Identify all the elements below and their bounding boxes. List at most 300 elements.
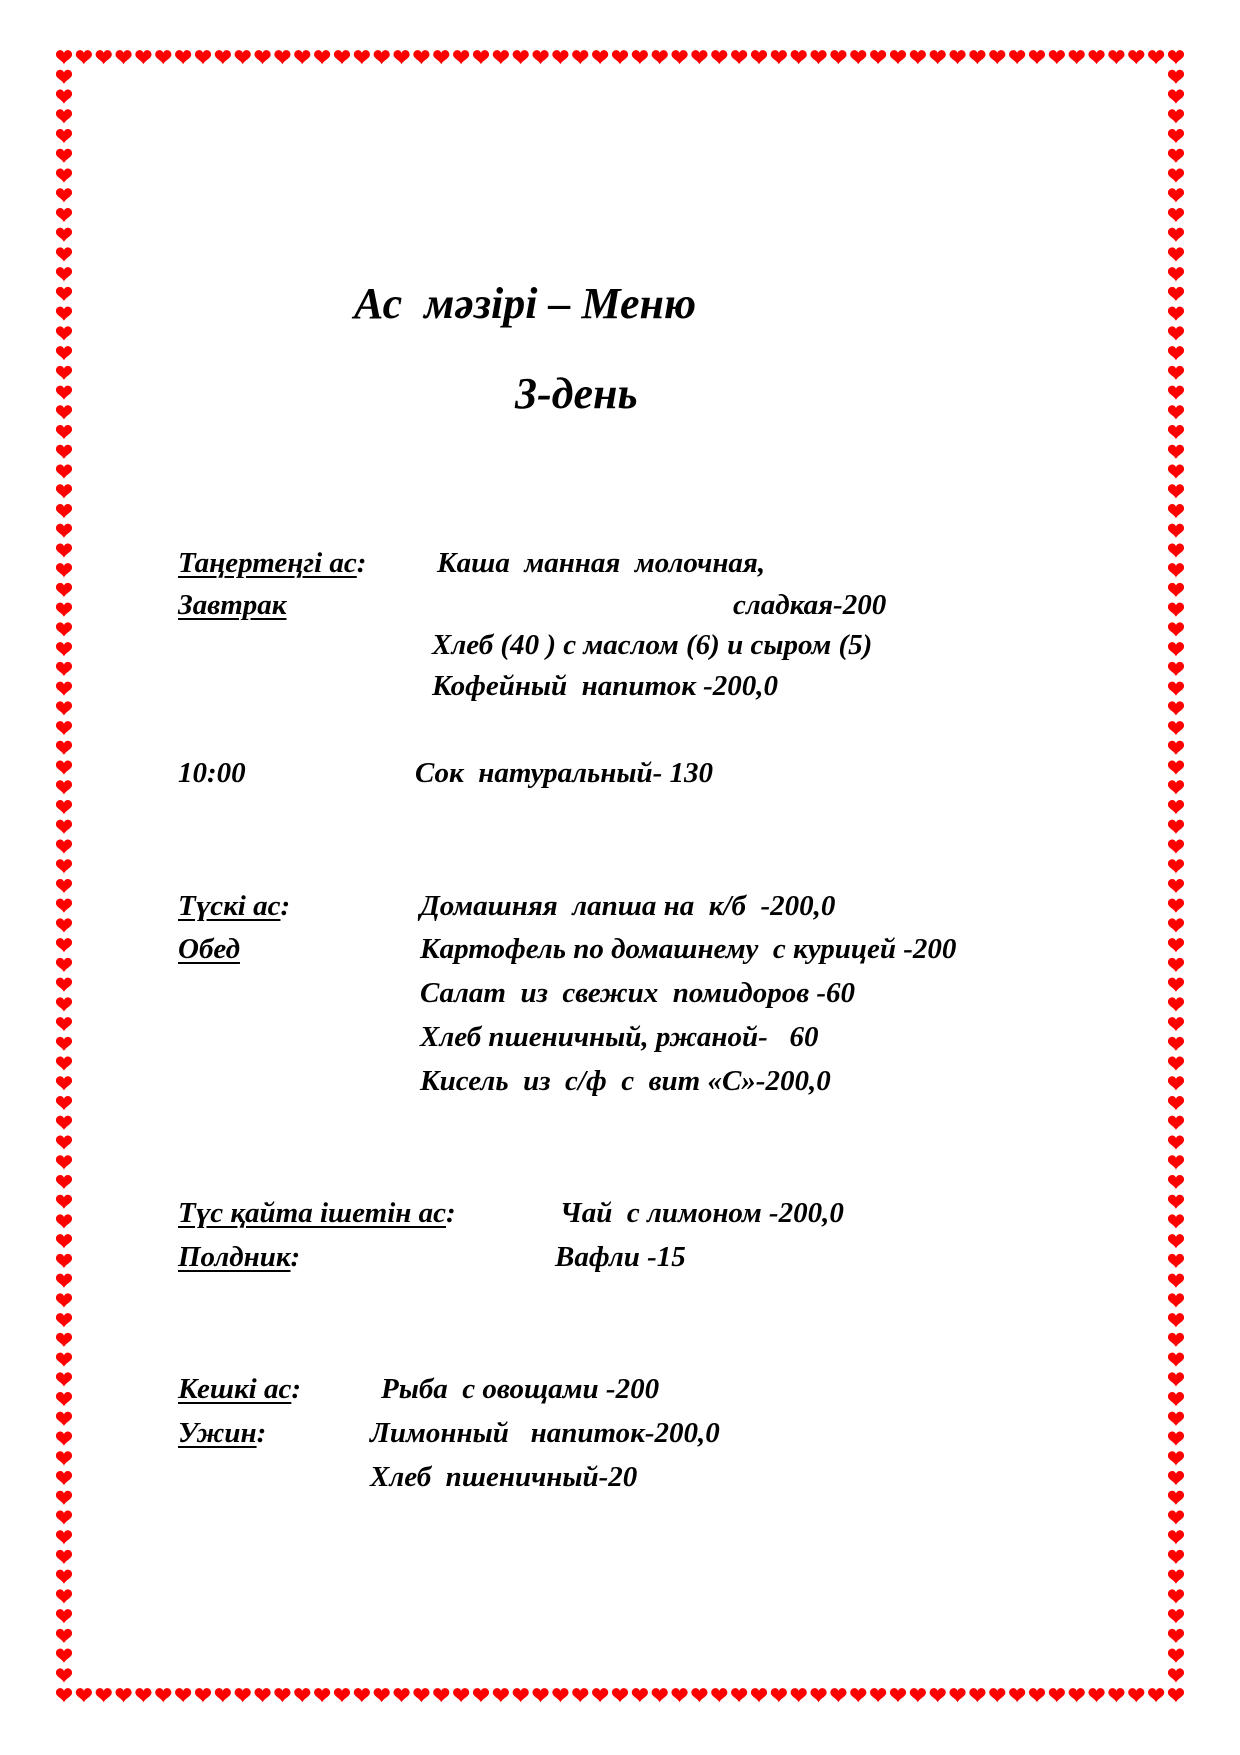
heart-icon [731,50,747,64]
heart-icon [56,701,72,715]
heart-icon [1168,563,1184,577]
heart-icon [374,50,390,64]
heart-icon [1168,1155,1184,1169]
heart-icon [989,1688,1005,1702]
heart-icon [552,1688,568,1702]
heart-icon [592,1688,608,1702]
heart-icon [771,1688,787,1702]
heart-icon [56,761,72,775]
heart-icon [96,1688,112,1702]
lunch-item: Хлеб пшеничный, ржаной- 60 [420,1021,819,1053]
heart-icon [1168,386,1184,400]
heart-icon [56,978,72,992]
heart-icon [56,1057,72,1071]
afternoon-item: Вафли -15 [555,1241,686,1273]
heart-icon [1168,1412,1184,1426]
heart-icon [910,50,926,64]
heart-icon [294,1688,310,1702]
heart-icon [56,1432,72,1446]
heart-icon [56,1333,72,1347]
heart-icon [56,168,72,182]
heart-icon [870,1688,886,1702]
heart-icon [56,563,72,577]
heart-icon [56,1451,72,1465]
heart-icon [56,90,72,104]
heart-icon [56,997,72,1011]
heart-icon [56,50,72,64]
heart-icon [1168,978,1184,992]
heart-icon [1168,149,1184,163]
afternoon-item: Чай с лимоном -200,0 [560,1197,844,1229]
heart-icon [1168,425,1184,439]
heart-icon [334,1688,350,1702]
heart-icon [1168,366,1184,380]
heart-icon [56,1076,72,1090]
heart-icon [612,50,628,64]
heart-icon [56,1550,72,1564]
heart-icon [1168,1076,1184,1090]
heart-icon [810,50,826,64]
heart-icon [56,603,72,617]
heart-icon [354,50,370,64]
heart-icon [1168,820,1184,834]
heart-icon [135,50,151,64]
heart-icon [1049,1688,1065,1702]
heart-icon [393,1688,409,1702]
heart-icon [1009,50,1025,64]
heart-icon [1168,1195,1184,1209]
heart-icon [56,859,72,873]
heart-icon [1088,1688,1104,1702]
heart-icon [1049,50,1065,64]
heart-icon [56,1175,72,1189]
heart-icon [1168,1392,1184,1406]
heart-icon [791,50,807,64]
heart-icon [1088,50,1104,64]
afternoon-label-kz: Түс қайта ішетін ас: [178,1197,456,1229]
heart-icon [1168,879,1184,893]
dinner-item: Рыба с овощами -200 [381,1373,660,1405]
heart-icon [1168,524,1184,538]
heart-icon [56,386,72,400]
heart-icon [1168,859,1184,873]
heart-icon [413,50,429,64]
heart-icon [1168,583,1184,597]
lunch-item: Картофель по домашнему с курицей -200 [420,933,957,965]
heart-icon [175,50,191,64]
snack-time: 10:00 [178,757,246,789]
heart-icon [1168,405,1184,419]
heart-icon [1168,1491,1184,1505]
heart-icon [1168,70,1184,84]
heart-icon [969,50,985,64]
heart-icon [791,1688,807,1702]
heart-icon [314,1688,330,1702]
heart-icon [175,1688,191,1702]
heart-icon [115,50,131,64]
heart-icon [1168,761,1184,775]
heart-icon [1168,1037,1184,1051]
lunch-label-ru: Обед [178,933,240,965]
heart-icon [1168,1629,1184,1643]
heart-icon [532,50,548,64]
heart-icon [1168,642,1184,656]
heart-icon [56,208,72,222]
heart-icon [56,228,72,242]
heart-icon [1168,800,1184,814]
heart-icon [1168,1293,1184,1307]
heart-icon [56,465,72,479]
heart-icon [1168,1116,1184,1130]
heart-icon [56,1116,72,1130]
heart-icon [1168,1589,1184,1603]
heart-icon [334,50,350,64]
heart-icon [56,780,72,794]
heart-icon [56,958,72,972]
heart-icon [1168,1214,1184,1228]
heart-icon [910,1688,926,1702]
heart-icon [56,524,72,538]
heart-icon [1168,1135,1184,1149]
heart-icon [1168,1510,1184,1524]
heart-icon [1168,504,1184,518]
heart-icon [1168,721,1184,735]
heart-icon [473,50,489,64]
heart-icon [1168,1609,1184,1623]
heart-icon [1168,1451,1184,1465]
heart-icon [513,50,529,64]
heart-icon [1168,899,1184,913]
heart-icon [56,1353,72,1367]
lunch-item: Салат из свежих помидоров -60 [420,977,856,1009]
heart-icon [1168,1096,1184,1110]
dinner-label-ru: Ужин: [178,1417,267,1449]
heart-icon [1168,247,1184,261]
heart-icon [493,1688,509,1702]
dinner-label-kz: Кешкі ас: [178,1373,302,1405]
heart-icon [1168,90,1184,104]
heart-icon [453,1688,469,1702]
heart-icon [56,247,72,261]
breakfast-item: Хлеб (40 ) с маслом (6) и сыром (5) [432,629,873,661]
heart-icon [691,1688,707,1702]
heart-icon [1168,346,1184,360]
heart-icon [56,1096,72,1110]
heart-icon [1168,997,1184,1011]
heart-icon [1009,1688,1025,1702]
heart-icon [56,129,72,143]
heart-icon [1168,1274,1184,1288]
heart-icon [1168,603,1184,617]
heart-icon [1168,129,1184,143]
heart-icon [56,622,72,636]
heart-icon [711,1688,727,1702]
heart-icon [56,543,72,557]
heart-icon [56,504,72,518]
heart-icon [711,50,727,64]
heart-icon [1168,1057,1184,1071]
heart-icon [830,50,846,64]
heart-icon [1168,701,1184,715]
heart-icon [56,1135,72,1149]
heart-icon [1168,662,1184,676]
heart-icon [56,1037,72,1051]
heart-icon [1168,741,1184,755]
heart-icon [254,1688,270,1702]
snack-item: Сок натуральный- 130 [415,757,714,789]
heart-icon [1168,307,1184,321]
heart-icon [691,50,707,64]
heart-icon [810,1688,826,1702]
heart-icon [56,1629,72,1643]
heart-icon [254,50,270,64]
heart-icon [393,50,409,64]
heart-icon [671,1688,687,1702]
menu-day: 3-день [515,369,638,418]
heart-icon [532,1688,548,1702]
heart-icon [652,1688,668,1702]
heart-icon [1168,1372,1184,1386]
heart-icon [56,642,72,656]
heart-icon [1168,484,1184,498]
heart-icon [969,1688,985,1702]
heart-icon [572,50,588,64]
heart-icon [314,50,330,64]
heart-icon [56,1372,72,1386]
heart-icon [1128,1688,1144,1702]
heart-icon [1029,50,1045,64]
heart-icon [56,1412,72,1426]
afternoon-label-ru: Полдник: [178,1241,301,1273]
heart-icon [135,1688,151,1702]
heart-icon [56,1688,72,1702]
heart-icon [1168,938,1184,952]
heart-icon [1168,1353,1184,1367]
heart-icon [374,1688,390,1702]
heart-icon [56,682,72,696]
heart-icon [1168,109,1184,123]
heart-icon [1168,1570,1184,1584]
heart-icon [76,1688,92,1702]
heart-icon [930,50,946,64]
heart-icon [56,899,72,913]
heart-icon [1168,188,1184,202]
heart-icon [76,50,92,64]
heart-icon [56,1234,72,1248]
heart-icon [56,1274,72,1288]
heart-icon [890,1688,906,1702]
heart-icon [56,1017,72,1031]
heart-icon [56,1510,72,1524]
heart-icon [56,938,72,952]
heart-icon [1168,839,1184,853]
heart-icon [1168,1649,1184,1663]
heart-icon [1168,326,1184,340]
heart-icon [56,918,72,932]
heart-icon [1168,267,1184,281]
heart-icon [56,1530,72,1544]
heart-icon [1168,682,1184,696]
heart-icon [1168,622,1184,636]
heart-icon [1168,287,1184,301]
heart-icon [274,1688,290,1702]
heart-icon [1168,543,1184,557]
heart-icon [890,50,906,64]
heart-icon [56,1649,72,1663]
heart-icon [56,662,72,676]
heart-icon [413,1688,429,1702]
heart-icon [56,425,72,439]
heart-icon [433,50,449,64]
heart-icon [1128,50,1144,64]
heart-icon [56,1392,72,1406]
heart-icon [56,346,72,360]
heart-icon [56,1313,72,1327]
heart-icon [592,50,608,64]
breakfast-item: сладкая-200 [733,589,887,621]
heart-icon [1168,1313,1184,1327]
heart-icon [56,741,72,755]
heart-icon [1148,1688,1164,1702]
heart-icon [354,1688,370,1702]
heart-icon [1069,50,1085,64]
heart-icon [1168,1688,1184,1702]
heart-icon [850,50,866,64]
lunch-item: Домашняя лапша на к/б -200,0 [420,890,836,922]
heart-icon [56,1668,72,1682]
heart-icon [56,839,72,853]
heart-icon [56,405,72,419]
heart-icon [56,109,72,123]
heart-icon [1168,228,1184,242]
heart-icon [56,721,72,735]
lunch-label-kz: Түскі ас: [178,890,291,922]
heart-icon [632,50,648,64]
heart-icon [433,1688,449,1702]
heart-icon [572,1688,588,1702]
breakfast-label-kz: Таңертеңгі ас: [178,547,367,579]
heart-icon [453,50,469,64]
heart-icon [56,287,72,301]
heart-icon [215,50,231,64]
heart-icon [56,1293,72,1307]
heart-icon [949,50,965,64]
heart-icon [989,50,1005,64]
heart-icon [1168,50,1184,64]
heart-icon [1168,1471,1184,1485]
heart-icon [56,1491,72,1505]
heart-icon [930,1688,946,1702]
heart-icon [1168,1175,1184,1189]
heart-icon [1168,168,1184,182]
heart-icon [1108,1688,1124,1702]
heart-icon [830,1688,846,1702]
heart-icon [195,50,211,64]
breakfast-label-ru: Завтрак [178,589,287,621]
heart-icon [155,50,171,64]
heart-icon [1168,465,1184,479]
heart-icon [235,1688,251,1702]
heart-icon [56,149,72,163]
heart-icon [1168,1550,1184,1564]
heart-icon [1168,780,1184,794]
heart-icon [274,50,290,64]
heart-icon [56,1195,72,1209]
heart-icon [115,1688,131,1702]
lunch-item: Кисель из с/ф с вит «С»-200,0 [420,1065,831,1097]
heart-icon [671,50,687,64]
heart-icon [56,267,72,281]
heart-icon [751,50,767,64]
heart-icon [1168,1432,1184,1446]
heart-icon [56,1214,72,1228]
heart-icon [552,50,568,64]
heart-icon [195,1688,211,1702]
heart-icon [1168,1234,1184,1248]
heart-icon [56,188,72,202]
heart-icon [56,307,72,321]
dinner-item: Лимонный напиток-200,0 [370,1417,720,1449]
dinner-item: Хлеб пшеничный-20 [370,1461,638,1493]
heart-icon [56,800,72,814]
heart-icon [1168,1530,1184,1544]
heart-icon [1168,958,1184,972]
heart-icon [493,50,509,64]
heart-icon [751,1688,767,1702]
heart-icon [949,1688,965,1702]
heart-icon [235,50,251,64]
heart-icon [1168,1668,1184,1682]
heart-icon [1168,1017,1184,1031]
heart-icon [56,1609,72,1623]
heart-icon [1168,1333,1184,1347]
breakfast-item: Кофейный напиток -200,0 [432,670,779,702]
heart-icon [870,50,886,64]
heart-icon [1168,445,1184,459]
heart-icon [1168,208,1184,222]
heart-icon [771,50,787,64]
heart-icon [56,1254,72,1268]
heart-icon [96,50,112,64]
menu-title: Ас мәзірі – Меню [354,279,697,328]
heart-icon [56,1155,72,1169]
heart-icon [1108,50,1124,64]
heart-icon [56,1589,72,1603]
heart-icon [1168,1254,1184,1268]
heart-icon [56,1471,72,1485]
heart-icon [1148,50,1164,64]
heart-icon [56,820,72,834]
heart-icon [56,879,72,893]
heart-icon [56,484,72,498]
heart-icon [56,326,72,340]
heart-icon [294,50,310,64]
heart-icon [56,366,72,380]
heart-icon [731,1688,747,1702]
heart-icon [652,50,668,64]
heart-icon [513,1688,529,1702]
heart-icon [612,1688,628,1702]
heart-icon [215,1688,231,1702]
heart-icon [473,1688,489,1702]
heart-icon [155,1688,171,1702]
heart-icon [850,1688,866,1702]
heart-icon [1069,1688,1085,1702]
breakfast-item: Каша манная молочная, [437,547,766,579]
heart-icon [632,1688,648,1702]
heart-icon [56,583,72,597]
heart-icon [56,70,72,84]
